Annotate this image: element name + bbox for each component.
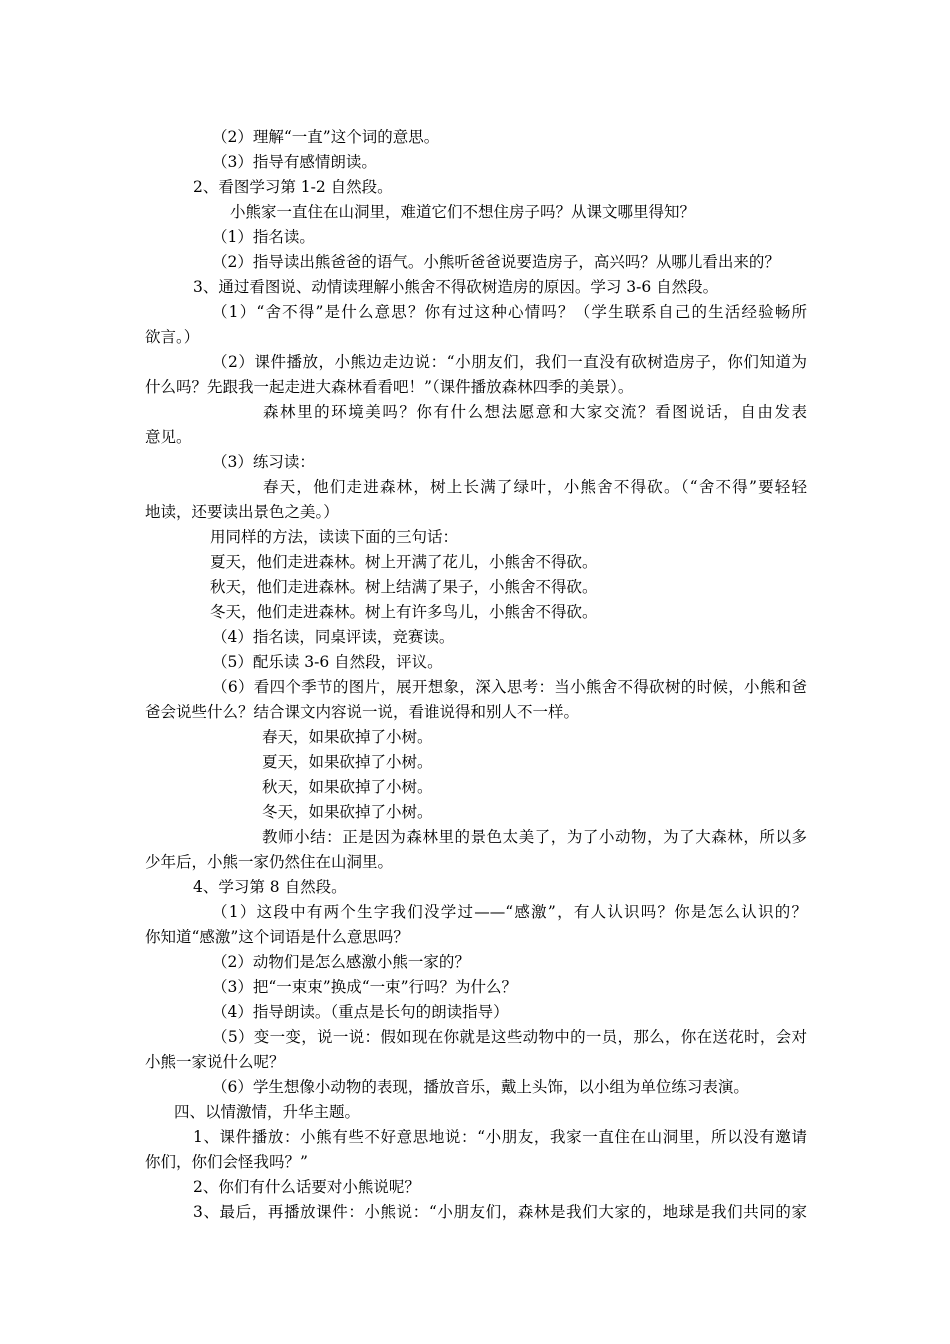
text-line: （5）变一变，说一说：假如现在你就是这些动物中的一员，那么，你在送花时，会对 <box>212 1028 807 1046</box>
text-line: （4）指导朗读。（重点是长句的朗读指导） <box>212 1003 509 1021</box>
text-line: 3、最后，再播放课件：小熊说：“小朋友们，森林是我们大家的，地球是我们共同的家 <box>193 1203 807 1221</box>
text-line: （1）“舍不得”是什么意思？你有过这种心情吗？（学生联系自己的生活经验畅所 <box>212 303 807 321</box>
text-line: 春天，如果砍掉了小树。 <box>262 728 433 746</box>
text-line: 夏天，他们走进森林。树上开满了花儿，小熊舍不得砍。 <box>210 553 598 571</box>
text-line: （3）指导有感情朗读。 <box>212 153 377 171</box>
text-line: 欲言。） <box>145 328 200 346</box>
text-line: 冬天，他们走进森林。树上有许多鸟儿，小熊舍不得砍。 <box>210 603 598 621</box>
text-line: （5）配乐读 3-6 自然段，评议。 <box>212 653 443 671</box>
text-line: 1、课件播放：小熊有些不好意思地说：“小朋友，我家一直住在山洞里，所以没有邀请 <box>193 1128 807 1146</box>
text-line: （1）这段中有两个生字我们没学过——“感激”，有人认识吗？你是怎么认识的？ <box>212 903 807 921</box>
text-line: 爸会说些什么？结合课文内容说一说，看谁说得和别人不一样。 <box>145 703 580 721</box>
text-line: 秋天，如果砍掉了小树。 <box>262 778 433 796</box>
text-line: 什么吗？先跟我一起走进大森林看看吧！”（课件播放森林四季的美景）。 <box>145 378 634 396</box>
text-line: （1）指名读。 <box>212 228 315 246</box>
text-line: 你们，你们会怪我吗？” <box>145 1153 308 1171</box>
text-line: 小熊一家说什么呢？ <box>145 1053 285 1071</box>
text-line: 夏天，如果砍掉了小树。 <box>262 753 433 771</box>
text-line: 少年后，小熊一家仍然住在山洞里。 <box>145 853 394 871</box>
text-line: 冬天，如果砍掉了小树。 <box>262 803 433 821</box>
text-line: （6）看四个季节的图片，展开想象，深入思考：当小熊舍不得砍树的时候，小熊和爸 <box>212 678 807 696</box>
text-line: 教师小结：正是因为森林里的景色太美了，为了小动物，为了大森林，所以多 <box>262 828 807 846</box>
text-line: 地读，还要读出景色之美。） <box>145 503 339 521</box>
text-line: 秋天，他们走进森林。树上结满了果子，小熊舍不得砍。 <box>210 578 598 596</box>
text-line: 4、学习第 8 自然段。 <box>193 878 347 896</box>
text-line: 你知道“感激”这个词语是什么意思吗？ <box>145 928 409 946</box>
text-line: 春天，他们走进森林，树上长满了绿叶，小熊舍不得砍。（“舍不得”要轻轻 <box>263 478 807 496</box>
text-line: （2）指导读出熊爸爸的语气。小熊听爸爸说要造房子，高兴吗？从哪儿看出来的？ <box>212 253 780 271</box>
text-line: 四、以情激情，升华主题。 <box>174 1103 361 1121</box>
text-line: 2、你们有什么话要对小熊说呢？ <box>193 1178 420 1196</box>
text-line: 2、看图学习第 1-2 自然段。 <box>193 178 393 196</box>
text-line: （3）把“一束束”换成“一束”行吗？为什么？ <box>212 978 518 996</box>
text-line: （2）课件播放，小熊边走边说：“小朋友们，我们一直没有砍树造房子，你们知道为 <box>212 353 807 371</box>
text-line: （3）练习读： <box>212 453 315 471</box>
text-line: （4）指名读，同桌评读，竞赛读。 <box>212 628 455 646</box>
text-line: （6）学生想像小动物的表现，播放音乐，戴上头饰，以小组为单位练习表演。 <box>212 1078 749 1096</box>
text-line: 森林里的环境美吗？你有什么想法愿意和大家交流？看图说话，自由发表 <box>263 403 807 421</box>
text-line: 小熊家一直住在山洞里，难道它们不想住房子吗？从课文哪里得知？ <box>230 203 696 221</box>
text-line: 用同样的方法，读读下面的三句话： <box>210 528 459 546</box>
text-line: （2）理解“一直”这个词的意思。 <box>212 128 440 146</box>
text-line: （2）动物们是怎么感激小熊一家的？ <box>212 953 470 971</box>
text-line: 3、通过看图说、动情读理解小熊舍不得砍树造房的原因。学习 3-6 自然段。 <box>193 278 719 296</box>
text-line: 意见。 <box>145 428 192 446</box>
